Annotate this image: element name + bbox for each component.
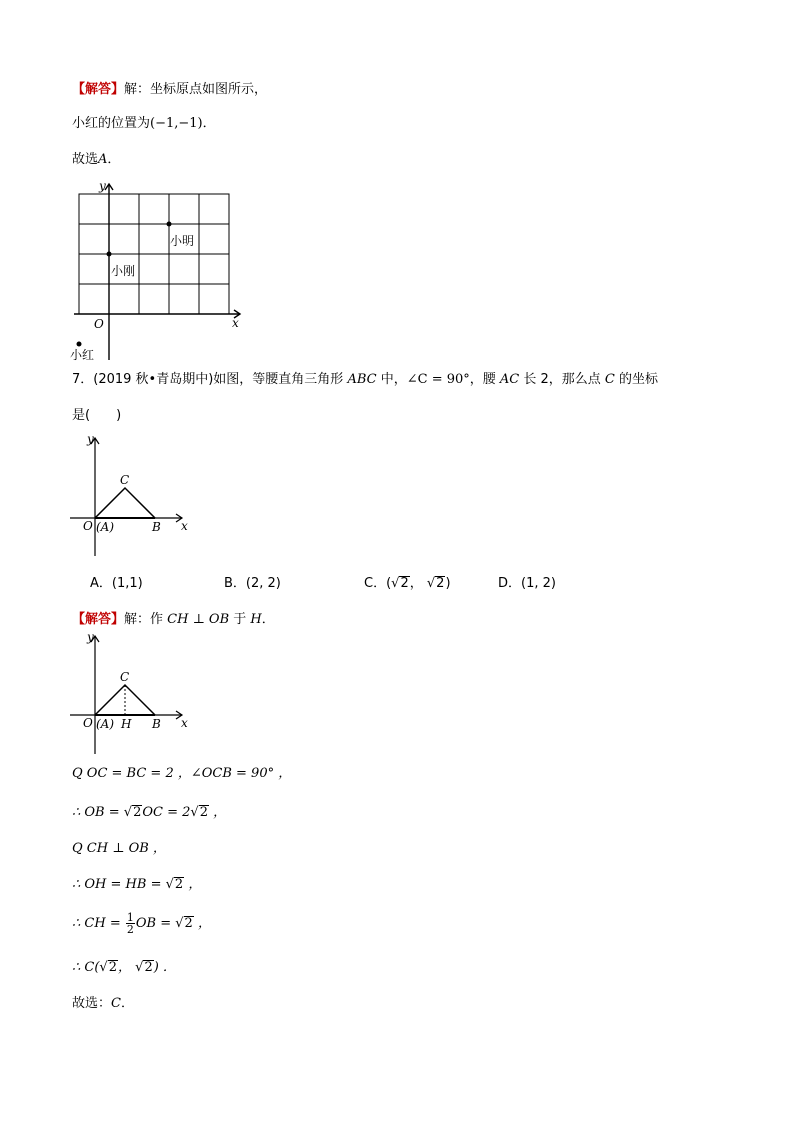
step-4: ∴ OH = HB = √2 ，: [72, 877, 202, 892]
option-d: D．(1, 2): [498, 576, 556, 591]
svg-text:C: C: [120, 473, 130, 487]
svg-text:C: C: [120, 670, 130, 684]
svg-text:O: O: [83, 519, 93, 533]
svg-text:x: x: [181, 716, 188, 730]
svg-text:y: y: [87, 432, 94, 446]
option-c: C．(√2， √2): [364, 576, 451, 591]
svg-text:y: y: [87, 630, 94, 644]
solution-tag: 【解答】: [72, 82, 125, 97]
svg-text:B: B: [152, 520, 161, 534]
step-3: Q CH ⊥ OB ，: [72, 841, 166, 856]
step-5: ∴ CH = $\frac{1}{2}$ OB = √2 ，: [72, 911, 211, 936]
grid-coordinate-figure: [60, 176, 260, 366]
label-xiaoming: 小明: [170, 234, 195, 248]
label-xiaohong: 小红: [70, 348, 95, 362]
grid-y-label: y: [99, 179, 106, 193]
solution-2-line-1: 【解答】解：作 CH ⊥ OB 于 H．: [72, 612, 275, 627]
label-xiaogang: 小刚: [111, 264, 136, 278]
step-1: Q OC = BC = 2 ，∠OCB = 90° ，: [72, 766, 292, 781]
svg-text:H: H: [121, 717, 132, 731]
grid-origin-label: O: [94, 317, 104, 331]
option-b: B．(2, 2): [224, 576, 281, 591]
question-7-line-2: 是( ): [72, 408, 122, 423]
triangle-figure-1: [70, 432, 200, 562]
step-6: ∴ C(√2， √2) ．: [72, 960, 176, 975]
triangle-figure-2: [70, 630, 200, 760]
svg-text:B: B: [152, 717, 161, 731]
solution-1-line-1: 【解答】解：坐标原点如图所示，: [72, 82, 268, 97]
svg-text:x: x: [181, 519, 188, 533]
solution-1-line-2: 小红的位置为(−1,−1)．: [72, 116, 216, 131]
grid-x-label: x: [232, 316, 239, 330]
svg-text:O: O: [83, 716, 93, 730]
solution-tag: 【解答】: [72, 612, 125, 627]
question-7-line-1: 7．(2019 秋•青岛期中)如图，等腰直角三角形 ABC 中，∠C = 90°，腰 AC 长 2，那么点 C 的坐标: [72, 372, 659, 387]
option-a: A．(1,1): [90, 576, 143, 591]
svg-text:(A): (A): [96, 520, 115, 534]
fraction-one-half: $\frac{1}{2}$: [126, 911, 134, 936]
solution-1-line-3: 故选A．: [72, 152, 121, 167]
final-answer: 故选：C．: [72, 996, 134, 1011]
svg-text:(A): (A): [96, 717, 115, 731]
step-2: ∴ OB = √2OC = 2√2 ，: [72, 805, 227, 820]
